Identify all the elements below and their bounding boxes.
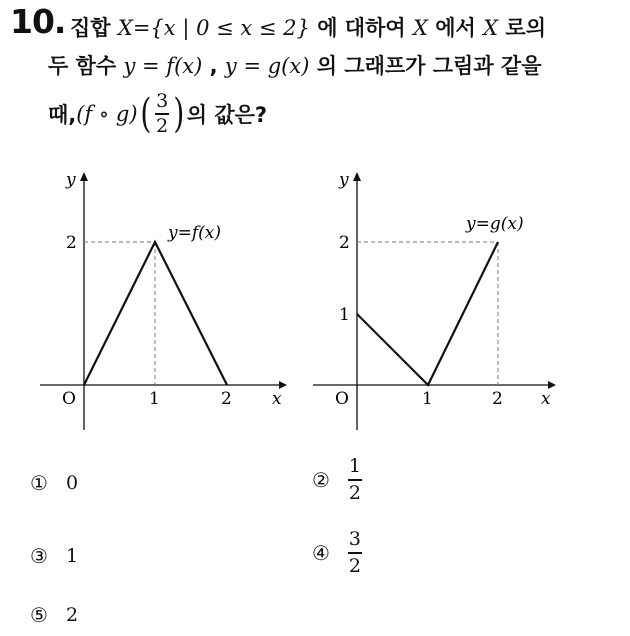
text: 에서 bbox=[435, 16, 484, 40]
choice-value: 1 bbox=[65, 545, 79, 567]
choice-value: 2 bbox=[65, 604, 79, 626]
numerator: 3 bbox=[348, 528, 361, 550]
separator: , bbox=[209, 54, 225, 78]
y-tick-label: 1 bbox=[339, 305, 350, 325]
text: 때, bbox=[48, 102, 77, 127]
fraction-bar bbox=[348, 552, 362, 554]
numerator: 1 bbox=[348, 455, 361, 477]
function-f: y = f(x) bbox=[123, 54, 203, 78]
curve-label: y=f(x) bbox=[168, 223, 221, 243]
y-tick-label: 2 bbox=[66, 233, 77, 253]
choice-fraction bbox=[348, 530, 362, 576]
y-axis-arrow bbox=[80, 172, 88, 181]
x-axis-arrow bbox=[548, 381, 556, 389]
y-axis-arrow bbox=[353, 172, 361, 181]
choice-mark: ① bbox=[30, 471, 48, 495]
question-number: 10. bbox=[10, 2, 66, 41]
text: 두 함수 bbox=[48, 54, 124, 78]
text: 에 대하여 bbox=[317, 16, 413, 40]
choice-3[interactable] bbox=[30, 544, 78, 568]
text: 집합 bbox=[70, 16, 118, 40]
choice-mark: ④ bbox=[312, 540, 330, 565]
text: 의 값은? bbox=[186, 102, 268, 127]
choice-mark: ③ bbox=[30, 544, 48, 568]
numerator: 3 bbox=[156, 90, 169, 112]
x-tick-label: 2 bbox=[492, 389, 503, 409]
choice-4[interactable] bbox=[312, 530, 362, 576]
choice-mark: ⑤ bbox=[30, 603, 48, 627]
text: 의 그래프가 그림과 같을 bbox=[316, 54, 542, 78]
origin-label: O bbox=[62, 389, 76, 409]
y-tick-label: 2 bbox=[339, 233, 350, 253]
choice-fraction bbox=[348, 457, 362, 503]
choice-5[interactable] bbox=[30, 603, 78, 627]
denominator: 2 bbox=[156, 114, 169, 137]
set-symbol: X bbox=[412, 16, 428, 40]
x-tick-label: 1 bbox=[422, 389, 433, 409]
paren-open: ( bbox=[139, 90, 151, 137]
set-expression: X={x | 0 ≤ x ≤ 2} bbox=[117, 16, 310, 40]
set-symbol: X bbox=[483, 16, 499, 40]
y-axis-label: y bbox=[66, 170, 76, 190]
x-tick-label: 2 bbox=[221, 389, 232, 409]
x-axis-arrow bbox=[279, 381, 287, 389]
fraction-bar bbox=[348, 479, 362, 481]
curve-label: y=g(x) bbox=[466, 214, 524, 234]
text: 로의 bbox=[505, 16, 546, 40]
x-axis-label: x bbox=[272, 389, 282, 409]
choice-mark: ② bbox=[312, 467, 330, 492]
choice-value: 0 bbox=[65, 472, 79, 494]
paren-close: ) bbox=[173, 90, 185, 137]
denominator: 2 bbox=[348, 481, 361, 504]
origin-label: O bbox=[335, 389, 349, 409]
composition: (f ∘ g) bbox=[76, 101, 138, 126]
function-g: y = g(x) bbox=[224, 54, 310, 78]
choice-2[interactable] bbox=[312, 457, 362, 503]
choice-1[interactable] bbox=[30, 471, 78, 495]
g-curve bbox=[357, 242, 498, 385]
graph-g bbox=[313, 170, 556, 430]
denominator: 2 bbox=[348, 554, 361, 577]
x-axis-label: x bbox=[541, 389, 551, 409]
y-axis-label: y bbox=[339, 170, 349, 190]
graph-f bbox=[40, 170, 287, 430]
x-tick-label: 1 bbox=[149, 389, 160, 409]
